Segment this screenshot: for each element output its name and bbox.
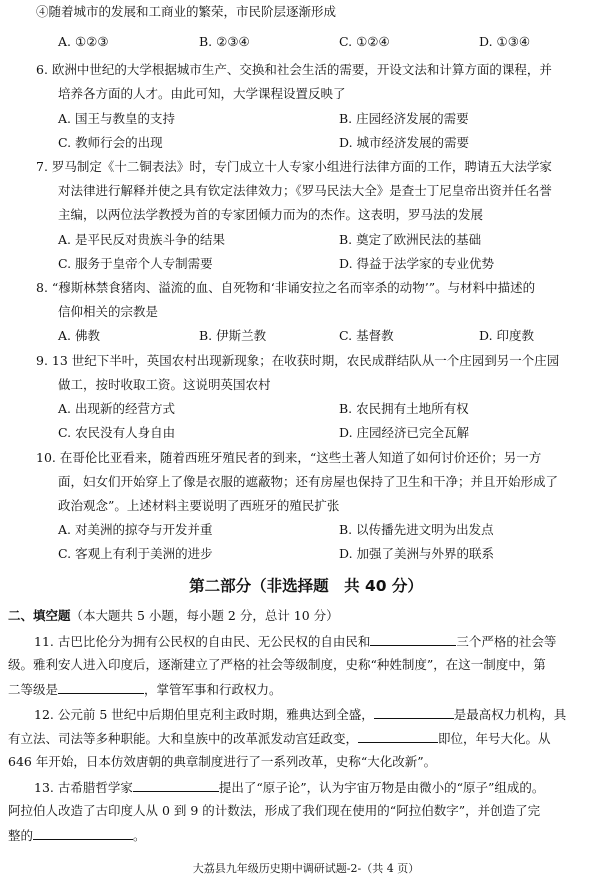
section-fill-in xyxy=(8,608,339,624)
q6-option-a[interactable]: A. 国王与教皇的支持 xyxy=(58,111,175,126)
q9-option-a[interactable]: A. 出现新的经营方式 xyxy=(58,401,175,416)
page-footer: 大荔县九年级历史期中调研试题-2-（共 4 页） xyxy=(192,862,420,875)
q5-item4: ④随着城市的发展和工商业的繁荣，市民阶层逐渐形成 xyxy=(36,4,337,19)
q11-text-1b: 三个严格的社会等 xyxy=(456,634,557,649)
q6-stem-line2: 培养各方面的人才。由此可知，大学课程设置反映了 xyxy=(58,86,346,101)
q12-line2 xyxy=(8,730,551,747)
q7-stem-line1: 7. 罗马制定《十二铜表法》时，专门成立十人专家小组进行法律方面的工作，聘请五大法学家 xyxy=(36,159,552,174)
q10-option-a[interactable]: A. 对美洲的掠夺与开发并重 xyxy=(58,522,213,537)
q10-stem-line3: 政治观念”。上述材料主要说明了西班牙的殖民扩张 xyxy=(58,498,340,513)
q10-option-c[interactable]: C. 客观上有利于美洲的进步 xyxy=(58,546,213,561)
q6-option-c[interactable]: C. 教师行会的出现 xyxy=(58,135,163,150)
q8-option-d[interactable]: D. 印度教 xyxy=(479,328,535,343)
q8-stem-line2: 信仰相关的宗教是 xyxy=(58,304,159,319)
q10-stem-line1: 10. 在哥伦比亚看来，随着西班牙殖民者的到来，“这些土著人知道了如何讨价还价；另一方 xyxy=(36,450,542,465)
q6-option-b[interactable]: B. 庄园经济发展的需要 xyxy=(339,111,469,126)
q13-line2: 阿拉伯人改造了古印度人从 0 到 9 的计数法，形成了我们现在使用的“阿拉伯数字”，并创造了完 xyxy=(8,803,541,818)
q5-option-c[interactable]: C. ①②④ xyxy=(339,34,390,49)
q13-text-1b: 提出了“原子论”，认为宇宙万物是由微小的“原子”组成的。 xyxy=(218,780,545,795)
q13-line1 xyxy=(34,779,544,796)
q11-text-3b: ，掌管军事和行政权力。 xyxy=(144,682,282,697)
q9-stem-line2: 做工，按时收取工资。这说明英国农村 xyxy=(58,377,271,392)
q12-text-2a: 有立法、司法等多种职能。大和皇族中的改革派发动宫廷政变， xyxy=(8,731,359,746)
q13-line3 xyxy=(8,827,146,844)
q11-line3 xyxy=(8,681,282,698)
q13-text-1a: 13. 古希腊哲学家 xyxy=(34,780,133,795)
q9-option-d[interactable]: D. 庄园经济已完全瓦解 xyxy=(339,425,470,440)
q12-text-1a: 12. 公元前 5 世纪中后期伯里克利主政时期，雅典达到全盛， xyxy=(34,707,374,722)
q8-stem-line1: 8. “穆斯林禁食猪肉、溢流的血、自死物和‘非诵安拉之名而宰杀的动物’”。与材料中描述的 xyxy=(36,280,536,295)
section-title: 二、填空题 xyxy=(8,608,71,623)
q5-option-a[interactable]: A. ①②③ xyxy=(58,34,109,49)
q11-blank-1[interactable] xyxy=(370,633,456,646)
q7-stem-line3: 主编，以两位法学教授为首的专家团倾力而为的杰作。这表明，罗马法的发展 xyxy=(58,207,484,222)
q12-text-2b: 即位，年号大化。从 xyxy=(438,731,551,746)
q11-text-3a: 二等级是 xyxy=(8,682,59,697)
q12-blank-2[interactable] xyxy=(358,730,438,743)
q6-option-d[interactable]: D. 城市经济发展的需要 xyxy=(339,135,470,150)
q7-option-a[interactable]: A. 是平民反对贵族斗争的结果 xyxy=(58,232,225,247)
q8-option-b[interactable]: B. 伊斯兰教 xyxy=(199,328,267,343)
q9-option-c[interactable]: C. 农民没有人身自由 xyxy=(58,425,176,440)
q7-option-c[interactable]: C. 服务于皇帝个人专制需要 xyxy=(58,256,213,271)
q12-line3: 646 年开始，日本仿效唐朝的典章制度进行了一系列改革，史称“大化改新”。 xyxy=(8,754,437,769)
q12-line1 xyxy=(34,706,566,723)
q13-blank-2[interactable] xyxy=(33,827,133,840)
q13-text-3b: 。 xyxy=(133,828,146,843)
q10-option-b[interactable]: B. 以传播先进文明为出发点 xyxy=(339,522,494,537)
q12-text-1b: 是最高权力机构，具 xyxy=(453,707,567,722)
q11-line1 xyxy=(34,633,556,650)
q11-line2: 级。雅利安人进入印度后，逐渐建立了严格的社会等级制度，史称“种姓制度”，在这一制度中，第 xyxy=(8,657,546,672)
q11-blank-2[interactable] xyxy=(58,681,144,694)
q7-stem-line2: 对法律进行解释并使之具有钦定法律效力；《罗马民法大全》是查士丁尼皇帝出资并任名誉 xyxy=(58,183,552,198)
q13-blank-1[interactable] xyxy=(133,779,219,792)
q5-option-b[interactable]: B. ②③④ xyxy=(199,34,250,49)
q6-stem-line1: 6. 欧洲中世纪的大学根据城市生产、交换和社会生活的需要，开设文法和计算方面的课程，并 xyxy=(36,62,552,77)
q8-option-a[interactable]: A. 佛教 xyxy=(58,328,100,343)
q7-option-d[interactable]: D. 得益于法学家的专业优势 xyxy=(339,256,495,271)
section-note: （本大题共 5 小题，每小题 2 分，总计 10 分） xyxy=(70,608,339,623)
q9-stem-line1: 9. 13 世纪下半叶，英国农村出现新现象；在收获时期，农民成群结队从一个庄园到另一个庄园 xyxy=(36,353,560,368)
q10-option-d[interactable]: D. 加强了美洲与外界的联系 xyxy=(339,546,495,561)
q7-option-b[interactable]: B. 奠定了欧洲民法的基础 xyxy=(339,232,482,247)
q8-option-c[interactable]: C. 基督教 xyxy=(339,328,394,343)
q13-text-3a: 整的 xyxy=(8,828,34,843)
q11-text-1a: 11. 古巴比伦分为拥有公民权的自由民、无公民权的自由民和 xyxy=(34,634,371,649)
q10-stem-line2: 面，妇女们开始穿上了像是衣服的遮蔽物；还有房屋也保持了卫生和干净；并且开始形成了 xyxy=(58,474,559,489)
q12-blank-1[interactable] xyxy=(374,706,454,719)
part2-heading: 第二部分（非选择题 共 40 分） xyxy=(189,577,423,595)
q9-option-b[interactable]: B. 农民拥有土地所有权 xyxy=(339,401,469,416)
q5-option-d[interactable]: D. ①③④ xyxy=(479,34,531,49)
